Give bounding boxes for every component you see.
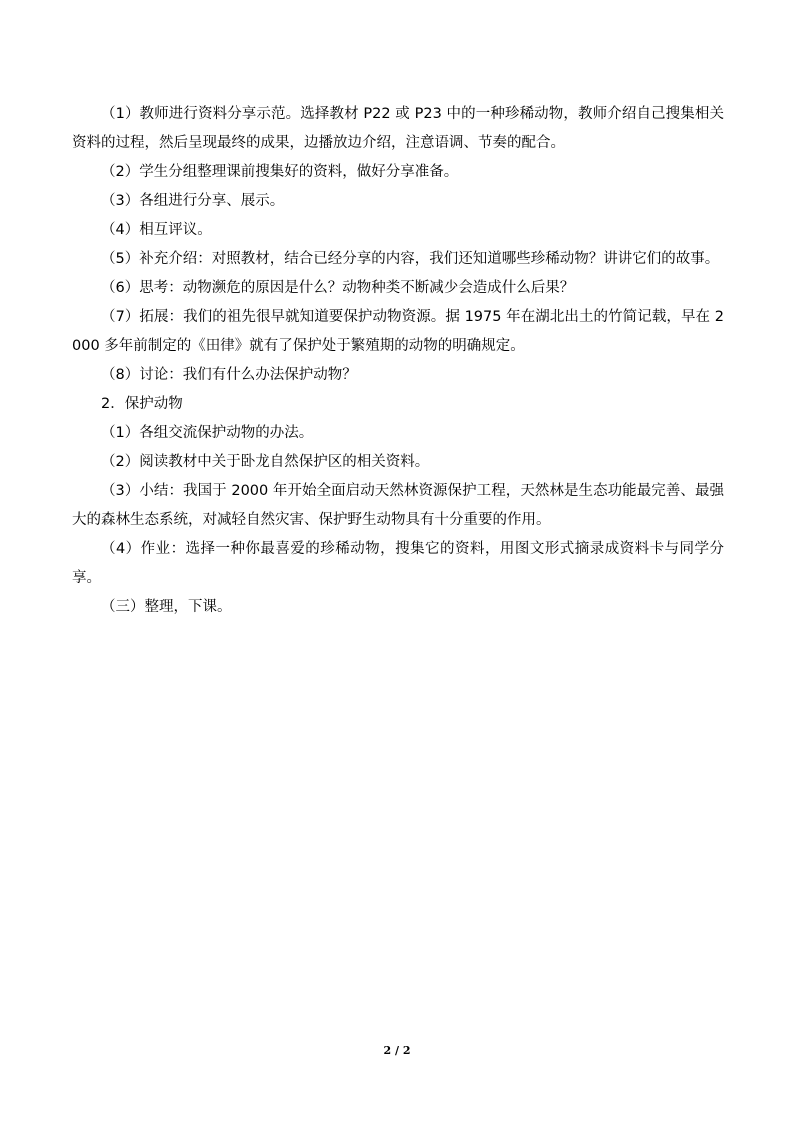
paragraph-9-exchange-methods: （1）各组交流保护动物的办法。 — [101, 425, 314, 441]
paragraph-7-extension: （7）拓展：我们的祖先很早就知道要保护动物资源。据 1975 年在湖北出土的竹简记载，早在 2000 多年前制定的《田律》就有了保护处于繁殖期的动物的明确规定。 — [72, 309, 724, 354]
paragraph-4-mutual-evaluation: （4）相互评议。 — [101, 222, 212, 238]
paragraph-6-reflection: （6）思考：动物濒危的原因是什么？动物种类不断减少会造成什么后果？ — [101, 280, 575, 296]
paragraph-1-resource-sharing-demo: （1）教师进行资料分享示范。选择教材 P22 或 P23 中的一种珍稀动物，教师介绍自己搜集相关资料的过程，然后呈现最终的成果，边播放边介绍，注意语调、节奏的配合。 — [72, 106, 724, 151]
paragraph-11-summary: （3）小结：我国于 2000 年开始全面启动天然林资源保护工程，天然林是生态功能最完善、最强大的森林生态系统，对减轻自然灾害、保护野生动物具有十分重要的作用。 — [72, 483, 724, 528]
page-number: 2 / 2 — [383, 1044, 411, 1057]
paragraph-2-group-preparation: （2）学生分组整理课前搜集好的资料，做好分享准备。 — [101, 164, 459, 180]
paragraph-5-supplementary-intro: （5）补充介绍：对照教材，结合已经分享的内容，我们还知道哪些珍稀动物？讲讲它们的故事。 — [101, 251, 720, 267]
paragraph-8-discussion: （8）讨论：我们有什么办法保护动物？ — [101, 367, 357, 383]
section-heading-protect-animals: 2．保护动物 — [101, 396, 183, 412]
paragraph-3-group-sharing: （3）各组进行分享、展示。 — [101, 193, 285, 209]
paragraph-12-homework: （4）作业：选择一种你最喜爱的珍稀动物，搜集它的资料，用图文形式摘录成资料卡与同学分享。 — [72, 541, 724, 586]
document-body — [72, 100, 724, 622]
paragraph-13-wrap-up: （三）整理，下课。 — [101, 599, 232, 615]
paragraph-10-read-wolong: （2）阅读教材中关于卧龙自然保护区的相关资料。 — [101, 454, 430, 470]
